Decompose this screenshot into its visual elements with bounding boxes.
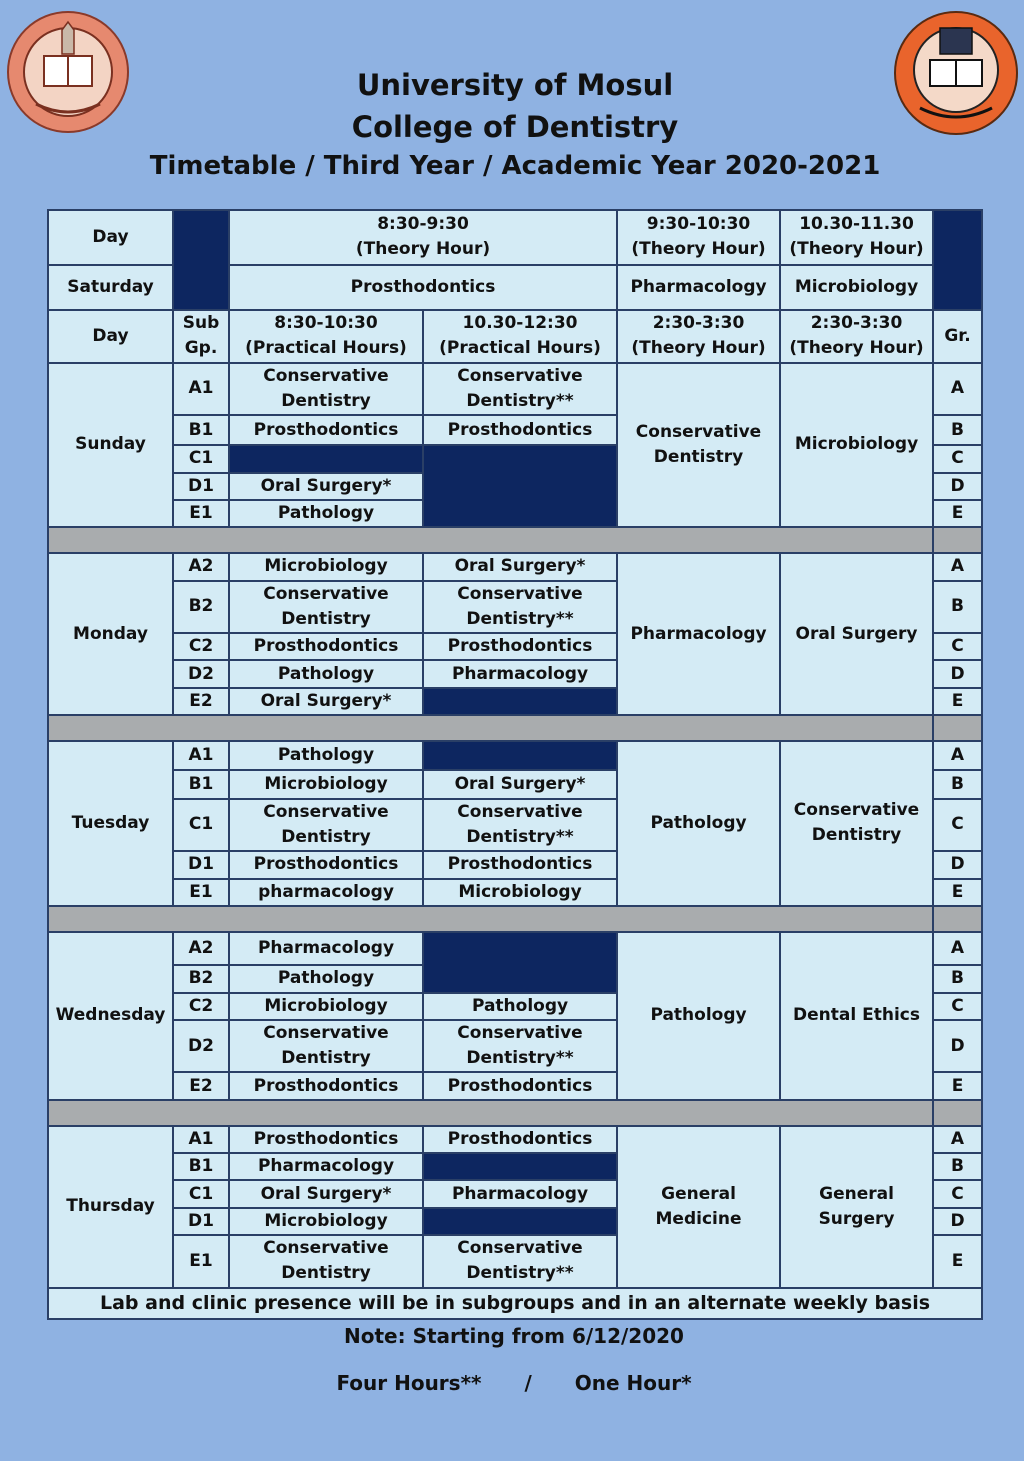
saturday-slot-3-header [780,210,933,265]
practical-2-cell [423,1235,617,1288]
subgroup-cell: E1 [173,500,229,527]
slot-time: 2:30-3:30 [810,313,903,334]
blank-cell [423,1208,617,1235]
practical-1-cell [229,799,423,852]
group-cell: E [933,1235,982,1288]
cell-line: Dentistry** [466,826,574,847]
cell-line: Dentistry** [466,1048,574,1069]
group-cell: D [933,660,982,687]
group-cell: D [933,851,982,878]
practical-2-cell [423,633,617,660]
day-cell-tuesday: Tuesday [48,741,173,906]
practical-2-cell [423,993,617,1020]
cell-line: Oral Surgery [795,623,918,644]
practical-1-cell [229,879,423,906]
saturday-day-header: Day [48,210,173,265]
subgroup-cell: A2 [173,553,229,580]
university-of-mosul-logo-icon [892,10,1020,136]
separator-cell [933,906,982,932]
subgroup-cell: B2 [173,581,229,634]
cell-line: Pathology [277,745,375,766]
saturday-subject-1: Prosthodontics [229,265,617,310]
cell-line: Conservative [457,583,583,604]
cell-line: pharmacology [258,881,394,902]
theory-1-cell [617,741,780,906]
blank-cell [173,210,229,310]
subgroup-cell: E2 [173,688,229,715]
cell-line: Dentistry [281,1263,371,1284]
cell-line: Prosthodontics [447,1075,593,1096]
cell-line: Dentistry [653,446,744,467]
subgroup-cell: A2 [173,932,229,965]
practical-1-cell [229,741,423,770]
blank-cell [423,1153,617,1180]
cell-line: Oral Surgery* [260,1183,392,1204]
cell-line: Microbiology [794,434,919,455]
day-cell-thursday: Thursday [48,1126,173,1288]
cell-line: Pathology [650,1005,747,1026]
cell-line: Oral Surgery* [454,774,586,795]
slot-time: 10.30-12:30 [462,313,578,334]
cell-line: Conservative [635,421,762,442]
slot-time: 9:30-10:30 [646,214,751,235]
cell-line: Conservative [263,583,389,604]
practical-1-cell [229,660,423,687]
subgroup-cell: B1 [173,770,229,798]
cell-line: Surgery [818,1208,895,1229]
cell-line: Conservative [457,801,583,822]
practical-2-cell [423,1072,617,1099]
group-cell: D [933,1020,982,1073]
subgroup-cell: A1 [173,741,229,770]
subgroup-cell: A1 [173,363,229,416]
day-cell-monday: Monday [48,553,173,715]
cell-line: Conservative [263,801,389,822]
group-cell: D [933,473,982,500]
cell-line: Conservative [263,365,389,386]
practical-1-cell [229,1153,423,1180]
cell-line: Dentistry [281,390,371,411]
cell-line: Prosthodontics [447,854,593,875]
legend [0,1371,1024,1395]
theory-2-cell [780,1126,933,1288]
practical-slot-1-header [229,310,423,363]
practical-1-cell [229,581,423,634]
subgroup-cell: B1 [173,1153,229,1180]
practical-2-cell [423,1180,617,1207]
group-cell: B [933,581,982,634]
theory-1-cell [617,932,780,1100]
theory-slot-1-header [617,310,780,363]
practical-2-cell [423,1126,617,1153]
practical-1-cell [229,553,423,580]
blank-cell [423,445,617,527]
practical-1-cell [229,1180,423,1207]
cell-line: Pharmacology [630,623,767,644]
cell-line: Microbiology [264,995,388,1016]
group-cell: C [933,445,982,472]
cell-line: Medicine [655,1208,742,1229]
practical-2-cell [423,415,617,445]
table-row [48,741,982,770]
slot-type: (Theory Hour) [789,338,924,359]
separator-cell [933,1100,982,1126]
group-cell: A [933,932,982,965]
subgroup-cell: C1 [173,799,229,852]
slot-type: (Theory Hour) [355,239,491,260]
group-cell: A [933,553,982,580]
group-cell: B [933,415,982,445]
slot-time: 8:30-9:30 [377,214,469,235]
subgroup-cell: E1 [173,879,229,906]
cell-line: Dentistry [281,608,371,629]
blank-cell [423,932,617,993]
group-cell: E [933,688,982,715]
saturday-day-cell: Saturday [48,265,173,310]
table-row [48,553,982,580]
cell-line: Dental Ethics [793,1005,920,1026]
cell-line: Pharmacology [257,938,395,959]
cell-line: Prosthodontics [253,1075,399,1096]
practical-2-cell [423,553,617,580]
group-cell: B [933,770,982,798]
cell-line: General [819,1183,894,1204]
cell-line: Pathology [277,663,375,684]
group-cell: E [933,1072,982,1099]
practical-1-cell [229,770,423,798]
subgroup-header-line: Sub [182,313,220,334]
group-cell: B [933,1153,982,1180]
cell-line: Pathology [277,502,375,523]
blank-cell [423,688,617,715]
cell-line: Oral Surgery* [260,475,392,496]
subgroup-cell: C2 [173,633,229,660]
theory-2-cell [780,932,933,1100]
subgroup-header-line: Gp. [184,338,218,359]
practical-1-cell [229,500,423,527]
subgroup-cell: D2 [173,1020,229,1073]
cell-line: Prosthodontics [253,1129,399,1150]
timetable [47,209,983,1320]
practical-2-cell [423,851,617,878]
practical-1-cell [229,633,423,660]
subgroup-cell: A1 [173,1126,229,1153]
cell-line: Dentistry [811,825,902,846]
blank-cell [229,445,423,472]
subgroup-cell: C1 [173,1180,229,1207]
university-title: University of Mosul [356,68,674,102]
slot-time: 10.30-11.30 [799,214,914,235]
saturday-subject-3: Microbiology [780,265,933,310]
cell-line: Prosthodontics [447,1129,593,1150]
group-cell: C [933,633,982,660]
start-date-note: Note: Starting from 6/12/2020 [344,1324,684,1348]
cell-line: Microbiology [264,774,388,795]
day-cell-wednesday: Wednesday [48,932,173,1100]
theory-2-cell [780,741,933,906]
cell-line: Pathology [277,968,375,989]
cell-line: Prosthodontics [253,419,399,440]
cell-line: Dentistry** [466,1263,574,1284]
subgroup-cell: C1 [173,445,229,472]
slot-type: (Practical Hours) [245,338,407,359]
saturday-slot-1-header [229,210,617,265]
cell-line: Conservative [793,800,920,821]
cell-line: Prosthodontics [253,636,399,657]
practical-2-cell [423,770,617,798]
practical-1-cell [229,473,423,500]
group-cell: B [933,965,982,992]
practical-1-cell [229,1208,423,1235]
legend-separator: / [524,1371,532,1395]
cell-line: Microbiology [458,881,582,902]
practical-slot-2-header [423,310,617,363]
group-cell: A [933,363,982,416]
practical-2-cell [423,799,617,852]
cell-line: Pharmacology [451,1183,589,1204]
table-row [48,932,982,965]
group-cell: A [933,741,982,770]
legend-one-hour: One Hour* [574,1371,692,1395]
practical-2-cell [423,363,617,416]
practical-1-cell [229,415,423,445]
subgroup-cell: D1 [173,1208,229,1235]
cell-line: Dentistry** [466,390,574,411]
practical-2-cell [423,879,617,906]
practical-1-cell [229,965,423,992]
slot-type: (Theory Hour) [631,239,766,260]
practical-1-cell [229,932,423,965]
practical-1-cell [229,1020,423,1073]
table-row [48,1126,982,1153]
cell-line: Oral Surgery* [454,556,586,577]
cell-line: Conservative [263,1023,389,1044]
saturday-slot-2-header [617,210,780,265]
separator-cell [933,715,982,741]
slot-time: 8:30-10:30 [274,313,378,334]
theory-2-cell [780,363,933,528]
theory-slot-2-header [780,310,933,363]
group-cell: E [933,500,982,527]
cell-line: Conservative [457,365,583,386]
college-title: College of Dentistry [351,110,679,144]
cell-line: Pharmacology [451,663,589,684]
day-column-header: Day [48,310,173,363]
practical-1-cell [229,688,423,715]
table-row [48,363,982,416]
practical-1-cell [229,1235,423,1288]
cell-line: Pathology [650,812,747,833]
group-cell: C [933,1180,982,1207]
separator-cell [48,715,933,741]
subgroup-cell: E1 [173,1235,229,1288]
separator-cell [933,527,982,553]
theory-1-cell [617,1126,780,1288]
practical-2-cell [423,1020,617,1073]
cell-line: Conservative [457,1023,583,1044]
theory-1-cell [617,363,780,528]
separator-cell [48,527,933,553]
group-cell: E [933,879,982,906]
cell-line: Pathology [471,995,569,1016]
practical-2-cell [423,660,617,687]
separator-cell [48,906,933,932]
subgroup-cell: E2 [173,1072,229,1099]
legend-four-hours: Four Hours** [336,1371,482,1395]
cell-line: Microbiology [264,1210,388,1231]
blank-cell [423,741,617,770]
practical-1-cell [229,1126,423,1153]
blank-cell [933,210,982,310]
subgroup-cell: D2 [173,660,229,687]
slot-time: 2:30-3:30 [652,313,745,334]
cell-line: Conservative [457,1238,583,1259]
cell-line: Prosthodontics [447,636,593,657]
group-cell: C [933,799,982,852]
subgroup-cell: D1 [173,473,229,500]
cell-line: Prosthodontics [447,419,593,440]
cell-line: General [661,1183,736,1204]
cell-line: Conservative [263,1238,389,1259]
timetable-title: Timetable / Third Year / Academic Year 2020-2021 [149,151,881,181]
practical-2-cell [423,581,617,634]
slot-type: (Theory Hour) [631,338,766,359]
subgroup-column-header [173,310,229,363]
group-column-header: Gr. [933,310,982,363]
theory-1-cell [617,553,780,715]
practical-1-cell [229,1072,423,1099]
group-cell: C [933,993,982,1020]
subgroup-cell: B2 [173,965,229,992]
cell-line: Microbiology [264,556,388,577]
theory-2-cell [780,553,933,715]
cell-line: Dentistry** [466,608,574,629]
separator-cell [48,1100,933,1126]
group-cell: A [933,1126,982,1153]
slot-type: (Theory Hour) [789,239,924,260]
day-cell-sunday: Sunday [48,363,173,528]
footer-note: Lab and clinic presence will be in subgroups and in an alternate weekly basis [48,1288,982,1319]
subgroup-cell: D1 [173,851,229,878]
cell-line: Dentistry [281,826,371,847]
practical-1-cell [229,993,423,1020]
practical-1-cell [229,363,423,416]
cell-line: Pharmacology [257,1156,395,1177]
saturday-subject-2: Pharmacology [617,265,780,310]
slot-type: (Practical Hours) [439,338,601,359]
cell-line: Prosthodontics [253,854,399,875]
subgroup-cell: B1 [173,415,229,445]
college-of-dentistry-logo-icon [6,8,130,136]
cell-line: Dentistry [281,1048,371,1069]
subgroup-cell: C2 [173,993,229,1020]
practical-1-cell [229,851,423,878]
group-cell: D [933,1208,982,1235]
cell-line: Oral Surgery* [260,690,392,711]
